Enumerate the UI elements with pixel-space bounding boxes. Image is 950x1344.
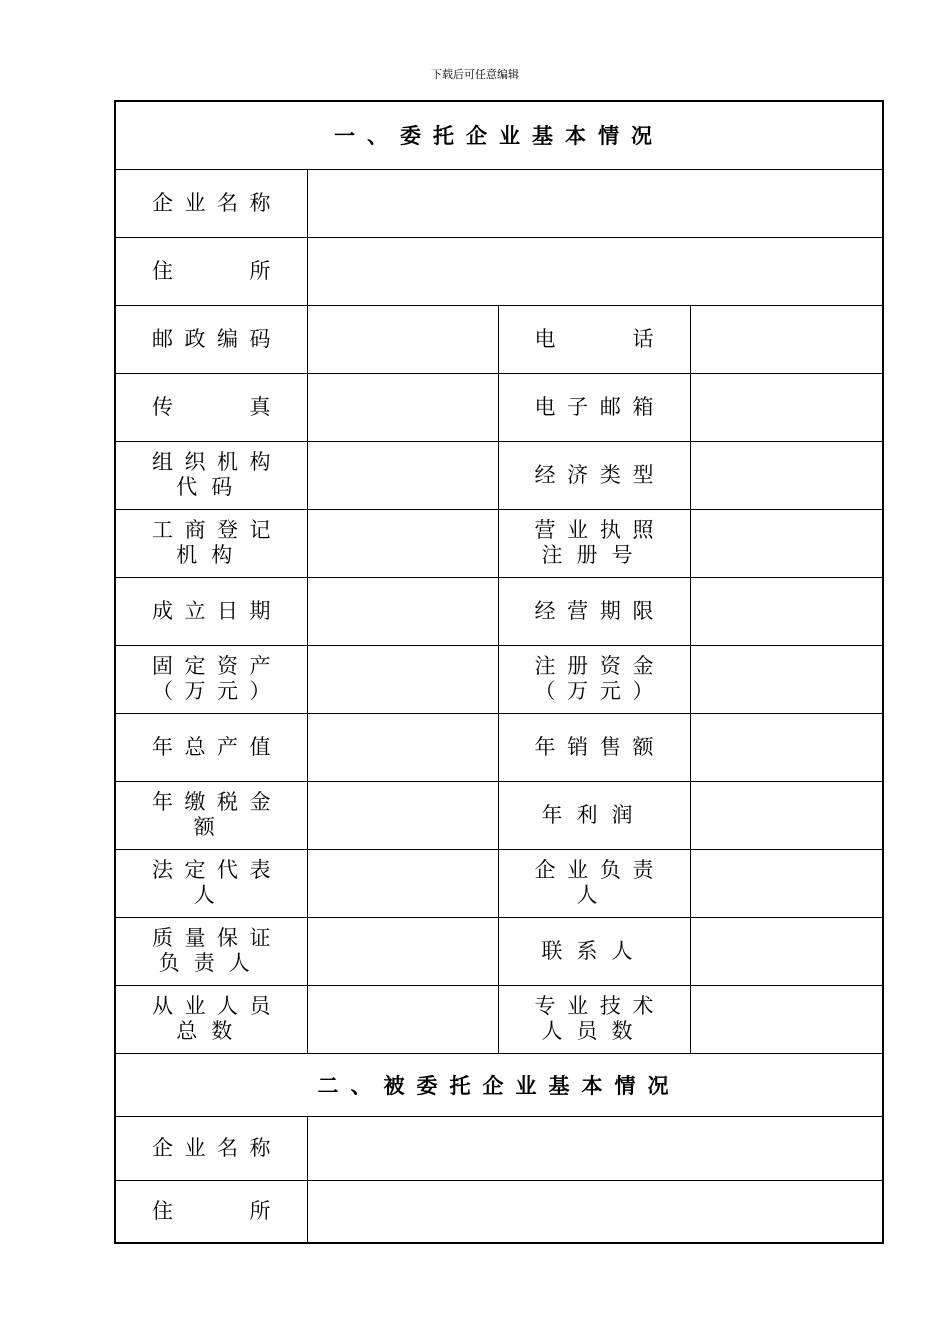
- label-org-code-line2: 代码: [176, 475, 247, 499]
- field-email[interactable]: [690, 373, 883, 441]
- label-phone-part1: 电: [534, 326, 556, 351]
- row-company-name: [115, 169, 883, 237]
- field-staff[interactable]: [307, 985, 498, 1053]
- row2-address: [115, 1180, 883, 1243]
- field2-address[interactable]: [307, 1180, 883, 1243]
- label-fax-part2: 真: [249, 394, 271, 419]
- label-tech-staff-line2: 人员数: [541, 1019, 647, 1043]
- label-reg-capital-line2: （万元）: [534, 679, 654, 703]
- field-profit[interactable]: [690, 781, 883, 849]
- section2-title: 二、被委托企业基本情况: [115, 1053, 883, 1116]
- field-registry[interactable]: [307, 509, 498, 577]
- label-reg-capital-line1: 注册资金: [534, 654, 654, 678]
- label-org-code: [115, 441, 307, 509]
- field-contact[interactable]: [690, 917, 883, 985]
- field-fax[interactable]: [307, 373, 498, 441]
- label-legal-rep-line2: 人: [193, 883, 229, 907]
- label-contact: 联系人: [498, 917, 690, 985]
- row-postcode-phone: [115, 305, 883, 373]
- label-legal-rep: [115, 849, 307, 917]
- label-econ-type: 经济类型: [498, 441, 690, 509]
- row-org-code-econ-type: [115, 441, 883, 509]
- label-tech-staff-line1: 专业技术: [534, 994, 654, 1018]
- row-legal-rep-manager: [115, 849, 883, 917]
- row2-company-name: [115, 1116, 883, 1180]
- label2-address: [115, 1180, 307, 1243]
- label-quality-line2: 负责人: [158, 951, 264, 975]
- field2-company-name[interactable]: [307, 1116, 883, 1180]
- label-license-line1: 营业执照: [534, 518, 654, 542]
- section1-header-row: [115, 101, 883, 169]
- label-org-code-line1: 组织机构: [152, 450, 271, 474]
- label-term: 经营期限: [498, 577, 690, 645]
- field-company-name[interactable]: [307, 169, 883, 237]
- label-tech-staff: [498, 985, 690, 1053]
- label-manager-line1: 企业负责: [534, 858, 654, 882]
- label-fixed-assets-line2: （万元）: [152, 679, 271, 703]
- section1-title: 一、委托企业基本情况: [115, 101, 883, 169]
- row-quality-contact: [115, 917, 883, 985]
- label-registry: [115, 509, 307, 577]
- label-registry-line1: 工商登记: [152, 518, 271, 542]
- label-manager-line2: 人: [576, 883, 612, 907]
- label-quality: [115, 917, 307, 985]
- label-postcode: 邮政编码: [115, 305, 307, 373]
- row-founded-term: [115, 577, 883, 645]
- label-phone: [498, 305, 690, 373]
- label-reg-capital: [498, 645, 690, 713]
- field-org-code[interactable]: [307, 441, 498, 509]
- label2-company-name: 企业名称: [115, 1116, 307, 1180]
- row-registry-license: [115, 509, 883, 577]
- label-staff-line2: 总数: [176, 1019, 247, 1043]
- label-staff-line1: 从业人员: [152, 994, 271, 1018]
- field-term[interactable]: [690, 577, 883, 645]
- label-company-name: 企业名称: [115, 169, 307, 237]
- field-legal-rep[interactable]: [307, 849, 498, 917]
- label-sales: 年销售额: [498, 713, 690, 781]
- row-fax-email: [115, 373, 883, 441]
- label-tax-line2: 额: [193, 815, 229, 839]
- label-quality-line1: 质量保证: [152, 926, 271, 950]
- label-license: [498, 509, 690, 577]
- label2-address-part1: 住: [152, 1198, 173, 1223]
- label-address-part2: 所: [249, 258, 271, 283]
- label-fixed-assets: [115, 645, 307, 713]
- field-fixed-assets[interactable]: [307, 645, 498, 713]
- label-address-part1: 住: [152, 258, 173, 283]
- row-assets-capital: [115, 645, 883, 713]
- field-tech-staff[interactable]: [690, 985, 883, 1053]
- label-tax-line1: 年缴税金: [152, 790, 271, 814]
- field-econ-type[interactable]: [690, 441, 883, 509]
- label-staff: [115, 985, 307, 1053]
- label2-address-part2: 所: [249, 1198, 271, 1223]
- field-license[interactable]: [690, 509, 883, 577]
- field-quality[interactable]: [307, 917, 498, 985]
- row-output-sales: [115, 713, 883, 781]
- field-address[interactable]: [307, 237, 883, 305]
- field-founded[interactable]: [307, 577, 498, 645]
- label-founded: 成立日期: [115, 577, 307, 645]
- label-phone-part2: 话: [632, 326, 654, 351]
- label-profit: 年利润: [498, 781, 690, 849]
- label-address: [115, 237, 307, 305]
- label-registry-line2: 机构: [176, 543, 247, 567]
- label-email: 电子邮箱: [498, 373, 690, 441]
- label-legal-rep-line1: 法定代表: [152, 858, 271, 882]
- row-tax-profit: [115, 781, 883, 849]
- label-fixed-assets-line1: 固定资产: [152, 654, 271, 678]
- field-total-output[interactable]: [307, 713, 498, 781]
- field-postcode[interactable]: [307, 305, 498, 373]
- label-license-line2: 注册号: [541, 543, 647, 567]
- label-fax: [115, 373, 307, 441]
- label-tax: [115, 781, 307, 849]
- enterprise-info-form: [114, 100, 884, 1244]
- label-manager: [498, 849, 690, 917]
- header-note: 下载后可任意编辑: [431, 68, 519, 81]
- field-reg-capital[interactable]: [690, 645, 883, 713]
- field-phone[interactable]: [690, 305, 883, 373]
- field-sales[interactable]: [690, 713, 883, 781]
- label-fax-part1: 传: [152, 394, 173, 419]
- row-address: [115, 237, 883, 305]
- section2-header-row: [115, 1053, 883, 1116]
- row-staff: [115, 985, 883, 1053]
- label-total-output: 年总产值: [115, 713, 307, 781]
- field-manager[interactable]: [690, 849, 883, 917]
- field-tax[interactable]: [307, 781, 498, 849]
